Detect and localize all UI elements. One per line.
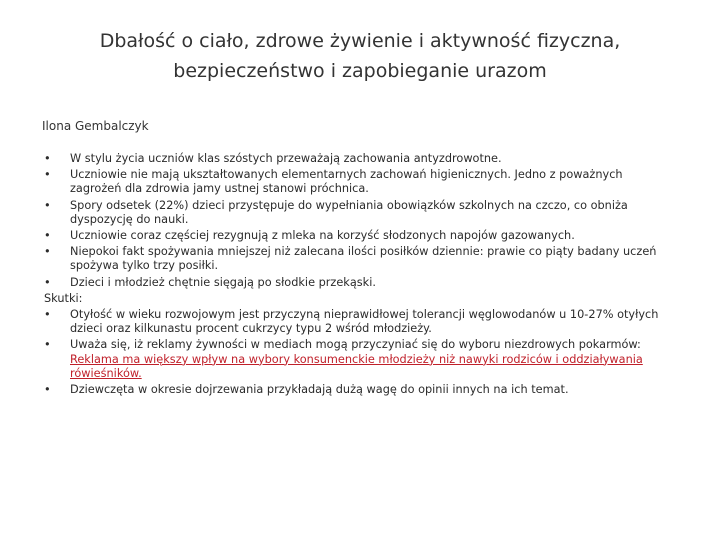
slide-content <box>44 152 676 399</box>
bullet-icon: • <box>44 275 51 289</box>
bullet-icon: • <box>44 245 51 259</box>
bullet-text: Dzieci i młodzież chętnie sięgają po słodkie przekąski. <box>70 275 376 289</box>
bullet-icon: • <box>44 168 51 182</box>
bullet-item <box>44 338 676 381</box>
bullet-item <box>44 245 676 273</box>
bullet-icon: • <box>44 152 51 165</box>
bullet-item <box>44 168 676 196</box>
bullet-item <box>44 383 676 397</box>
bullet-item <box>44 152 676 166</box>
bullet-text: Uczniowie nie mają ukształtowanych elementarnych zachowań higienicznych. Jedno z poważnych zagrożeń dla zdrowia jamy ustnej stanowi próchnica. <box>70 168 623 196</box>
bullet-item <box>44 199 676 227</box>
bullet-icon: • <box>44 308 51 322</box>
bullet-icon: • <box>44 229 51 243</box>
bullet-icon: • <box>44 338 51 352</box>
bullet-text: Uczniowie coraz częściej rezygnują z mleka na korzyść słodzonych napojów gazowanych. <box>70 229 575 243</box>
bullet-text: Uważa się, iż reklamy żywności w mediach mogą przyczyniać się do wyboru niezdrowych pokarmów: <box>70 338 641 352</box>
author-name: Ilona Gembalczyk <box>42 119 149 133</box>
title-line-1: Dbałość o ciało, zdrowe żywienie i aktywność fizyczna, <box>99 30 621 52</box>
bullet-item <box>44 308 676 336</box>
bullet-text: Dziewczęta w okresie dojrzewania przykładają dużą wagę do opinii innych na ich temat. <box>70 383 569 397</box>
bullet-icon: • <box>44 198 51 212</box>
title-line-2: bezpieczeństwo i zapobieganie urazom <box>173 60 547 82</box>
bullet-text: Otyłość w wieku rozwojowym jest przyczyną nieprawidłowej tolerancji węglowodanów u 10-27% otyłych dzieci oraz kilkunastu procent cukrzycy typu 2 wśród młodzieży. <box>70 308 659 336</box>
bullet-text: Spory odsetek (22%) dzieci przystępuje do wypełniania obowiązków szkolnych na czczo, co obniża dyspozycję do nauki. <box>70 198 628 226</box>
bullet-icon: • <box>44 383 51 397</box>
bullet-item <box>44 229 676 243</box>
bullet-text: W stylu życia uczniów klas szóstych przeważają zachowania antyzdrowotne. <box>70 152 502 165</box>
effects-heading: Skutki: <box>44 291 83 305</box>
slide-title <box>40 26 680 86</box>
bullet-item <box>44 276 676 290</box>
ads-influence-link[interactable]: Reklama ma większy wpływ na wybory konsumenckie młodzieży niż nawyki rodziców i oddziaływania rówieśników. <box>70 352 643 380</box>
bullet-text: Niepokoi fakt spożywania mniejszej niż zalecana ilości posiłków dziennie: prawie co piąty badany uczeń spożywa tylko trzy posiłki. <box>70 245 657 273</box>
